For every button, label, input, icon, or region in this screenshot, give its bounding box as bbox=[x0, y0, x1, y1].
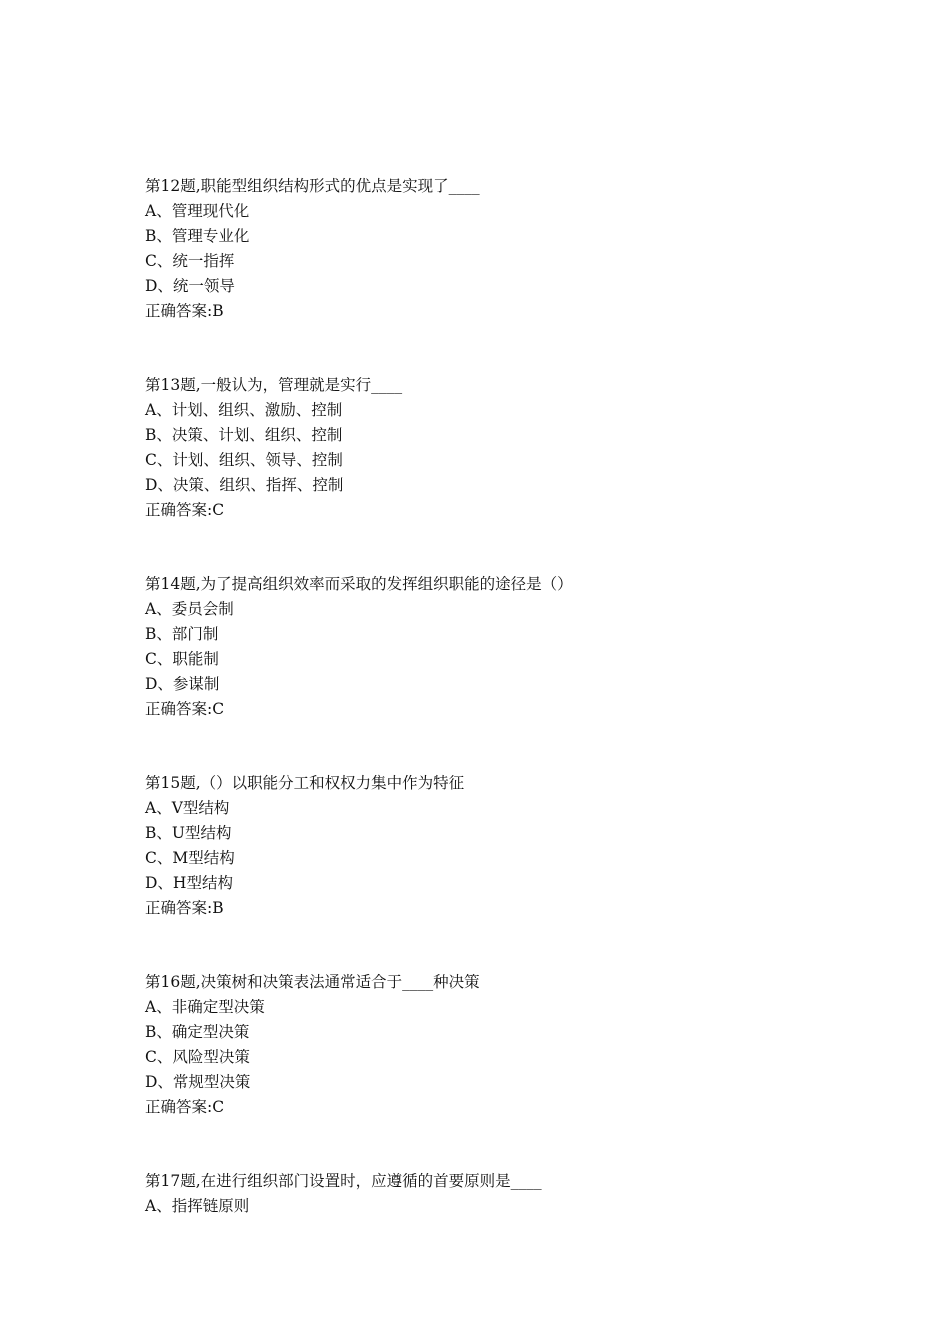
option-b: B、确定型决策 bbox=[145, 1023, 250, 1041]
option-b: B、管理专业化 bbox=[145, 227, 250, 245]
option-c: C、风险型决策 bbox=[145, 1048, 250, 1066]
option-d: D、决策、组织、指挥、控制 bbox=[145, 476, 344, 494]
question-stem: 第17题,在进行组织部门设置时，应遵循的首要原则是____ bbox=[145, 1172, 542, 1190]
question-stem: 第13题,一般认为，管理就是实行____ bbox=[145, 376, 403, 394]
option-d: D、常规型决策 bbox=[145, 1073, 251, 1091]
option-b: B、部门制 bbox=[145, 625, 219, 643]
question-17 bbox=[145, 1169, 845, 1219]
option-b: B、U型结构 bbox=[145, 824, 232, 842]
option-d: D、参谋制 bbox=[145, 675, 220, 693]
correct-answer: 正确答案:C bbox=[145, 700, 225, 718]
question-stem: 第12题,职能型组织结构形式的优点是实现了____ bbox=[145, 177, 480, 195]
question-14 bbox=[145, 572, 845, 722]
option-c: C、M型结构 bbox=[145, 849, 235, 867]
option-a: A、委员会制 bbox=[145, 600, 234, 618]
option-a: A、指挥链原则 bbox=[145, 1197, 250, 1215]
question-15 bbox=[145, 771, 845, 921]
option-c: C、统一指挥 bbox=[145, 252, 235, 270]
question-13 bbox=[145, 373, 845, 523]
question-stem: 第14题,为了提高组织效率而采取的发挥组织职能的途径是（） bbox=[145, 575, 573, 593]
option-a: A、V型结构 bbox=[145, 799, 230, 817]
option-c: C、计划、组织、领导、控制 bbox=[145, 451, 343, 469]
correct-answer: 正确答案:B bbox=[145, 899, 224, 917]
correct-answer: 正确答案:B bbox=[145, 302, 224, 320]
correct-answer: 正确答案:C bbox=[145, 501, 225, 519]
option-a: A、计划、组织、激励、控制 bbox=[145, 401, 343, 419]
option-a: A、非确定型决策 bbox=[145, 998, 265, 1016]
option-b: B、决策、计划、组织、控制 bbox=[145, 426, 343, 444]
option-d: D、统一领导 bbox=[145, 277, 235, 295]
question-stem: 第16题,决策树和决策表法通常适合于____种决策 bbox=[145, 973, 480, 991]
question-12 bbox=[145, 174, 845, 324]
option-c: C、职能制 bbox=[145, 650, 219, 668]
option-a: A、管理现代化 bbox=[145, 202, 250, 220]
question-16 bbox=[145, 970, 845, 1120]
correct-answer: 正确答案:C bbox=[145, 1098, 225, 1116]
option-d: D、H型结构 bbox=[145, 874, 233, 892]
question-stem: 第15题,（）以职能分工和权权力集中作为特征 bbox=[145, 774, 465, 792]
